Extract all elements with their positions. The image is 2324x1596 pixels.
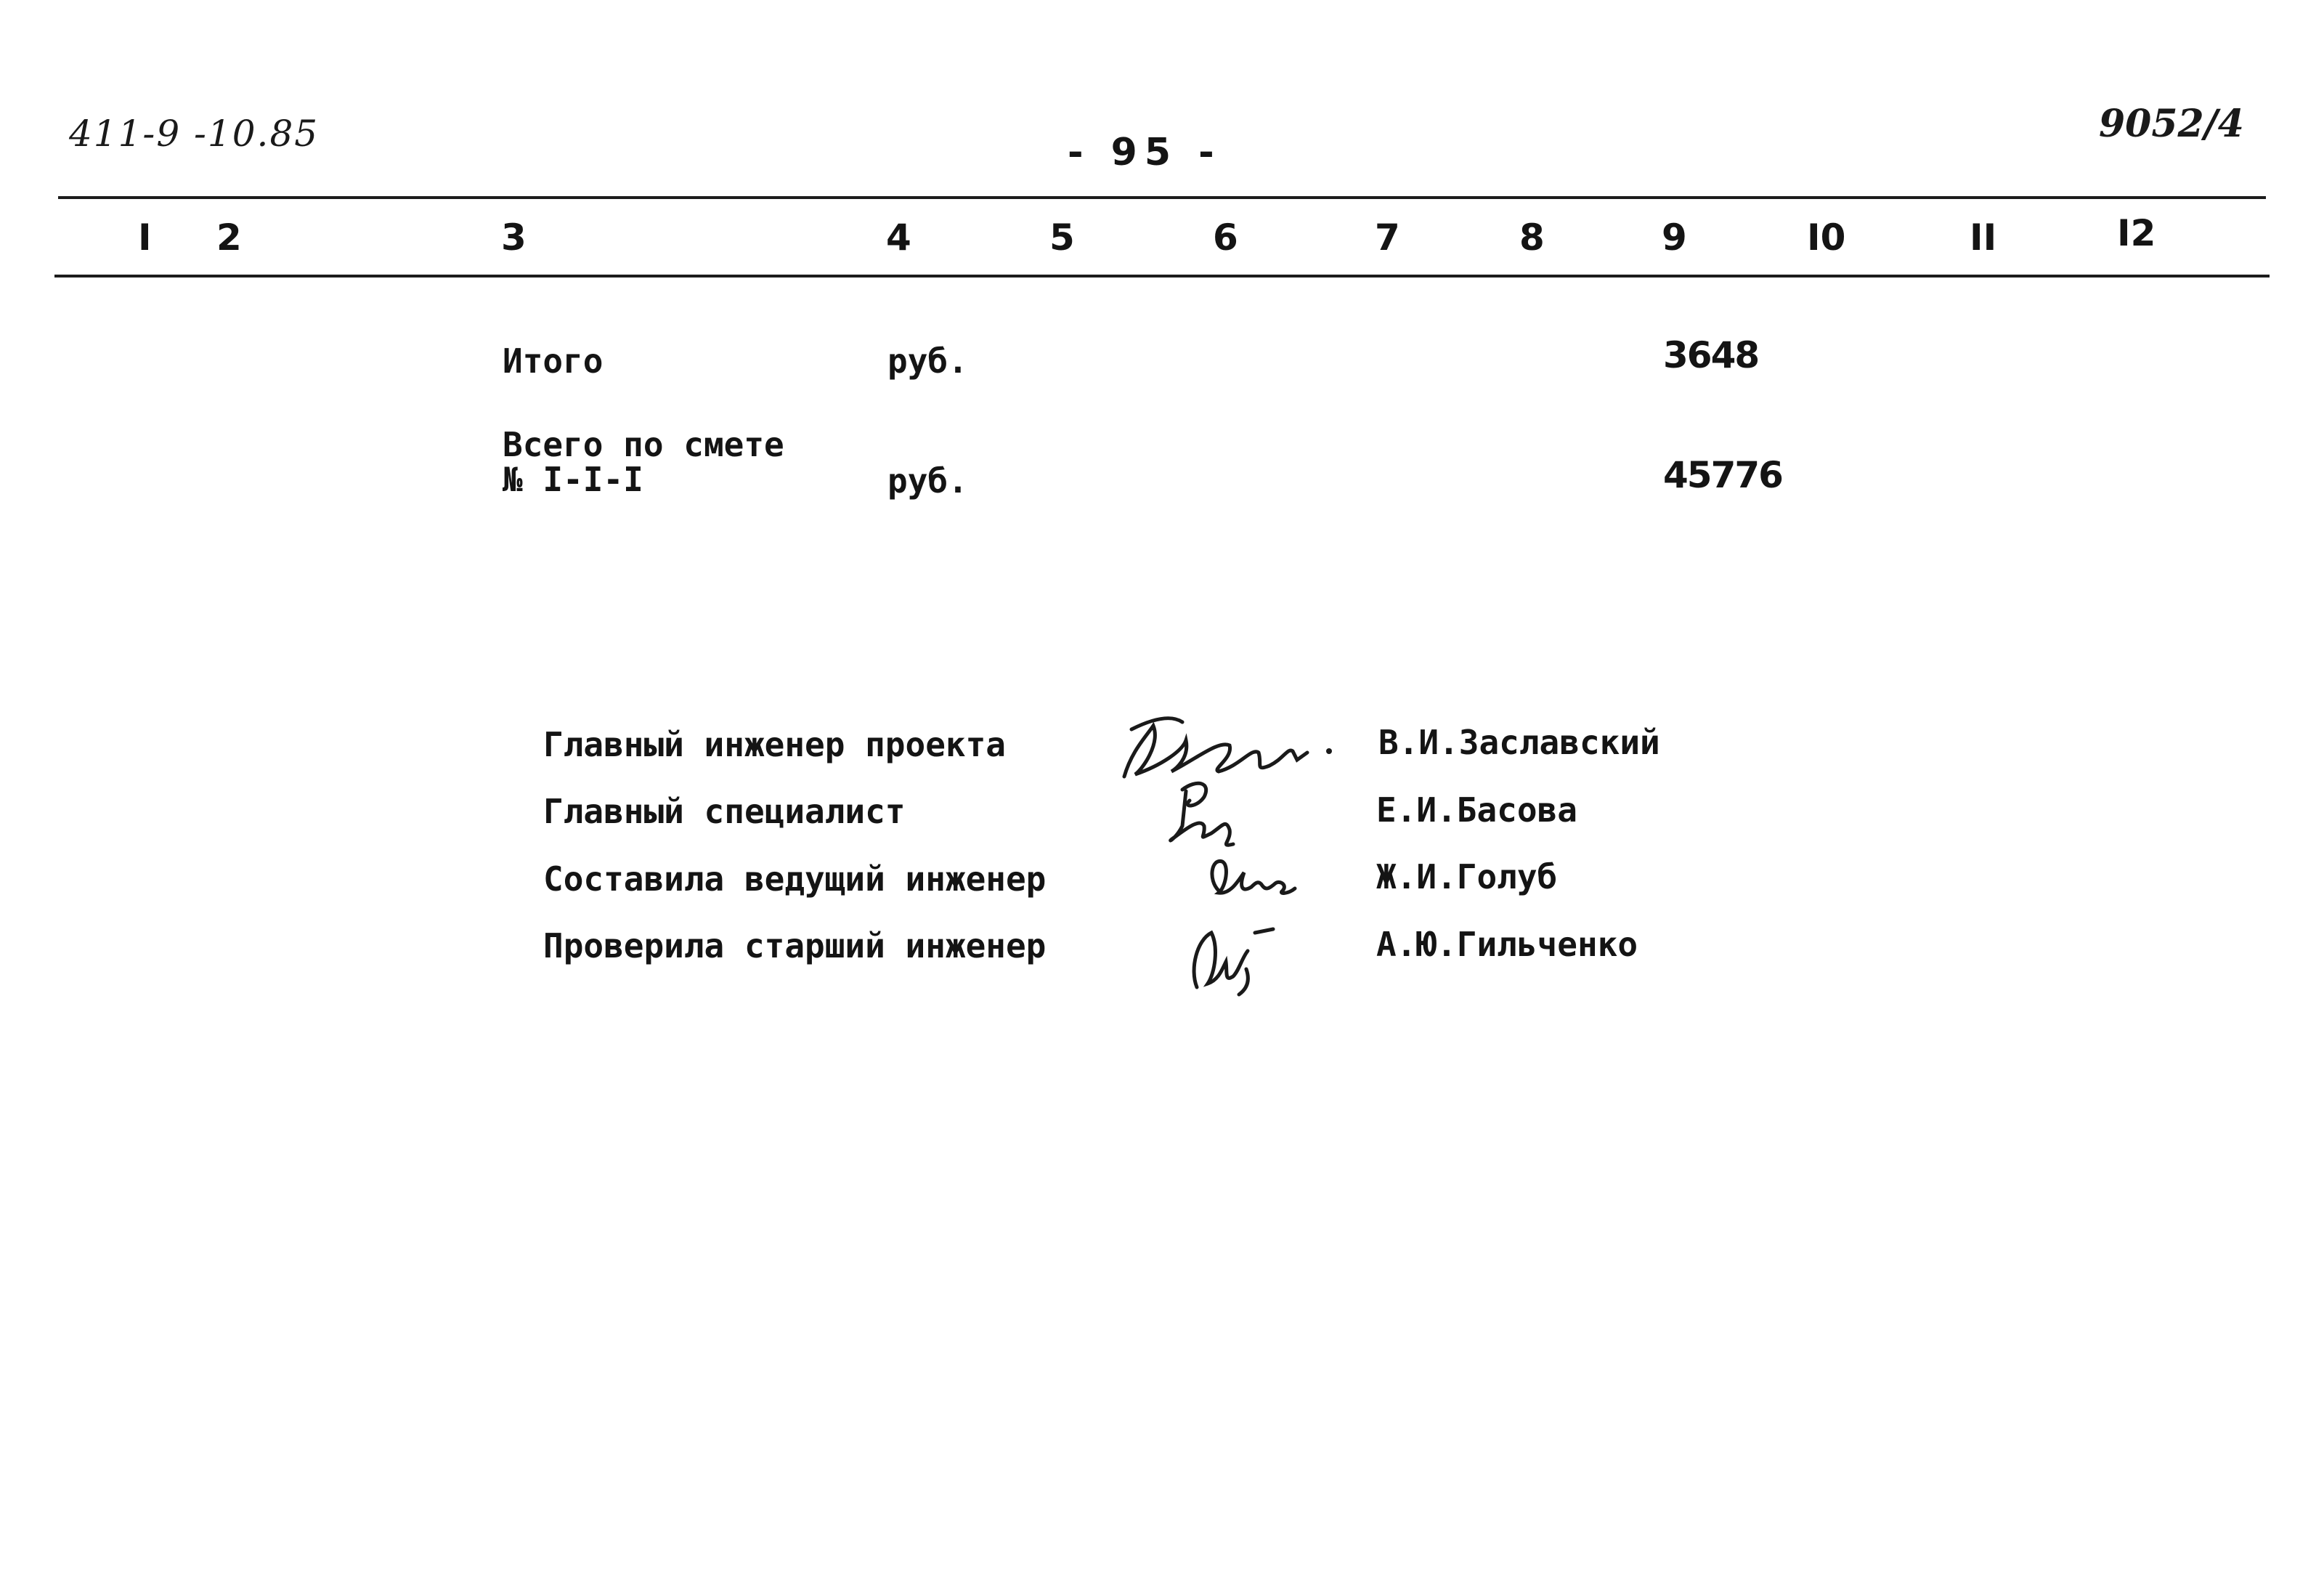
column-number: 3 bbox=[501, 216, 527, 259]
table-top-rule bbox=[58, 196, 2266, 199]
column-number: 2 bbox=[216, 216, 242, 259]
signatory-name: Ж.И.Голуб bbox=[1376, 857, 1558, 896]
page-number: - 95 - bbox=[1068, 131, 1222, 174]
table-header-bottom-rule bbox=[54, 275, 2270, 278]
column-number: 5 bbox=[1049, 216, 1075, 259]
column-number: 8 bbox=[1519, 216, 1545, 259]
signatory-name: Е.И.Басова bbox=[1376, 790, 1577, 830]
row-label: Всего по смете bbox=[503, 425, 784, 464]
column-number: II bbox=[1970, 216, 1997, 259]
document-code: 411-9 -10.85 bbox=[69, 113, 320, 155]
signature-role: Составила ведущий инженер bbox=[543, 859, 1047, 899]
row-unit: руб. bbox=[887, 461, 968, 501]
row-label: Итого bbox=[503, 341, 604, 381]
signature-role: Главный специалист bbox=[543, 792, 906, 831]
row-value: 3648 bbox=[1663, 334, 1759, 376]
signatory-name: В.И.Заславский bbox=[1378, 723, 1660, 762]
row-label-line2: № I-I-I bbox=[503, 460, 643, 499]
handwritten-signature bbox=[1118, 761, 1220, 841]
signature-role: Проверила старший инженер bbox=[543, 926, 1047, 965]
column-number: I bbox=[138, 216, 152, 259]
sheet-reference: 9052/4 bbox=[2099, 102, 2244, 146]
column-number: 7 bbox=[1375, 216, 1400, 259]
column-number: I2 bbox=[2117, 212, 2156, 254]
row-value: 45776 bbox=[1663, 454, 1782, 496]
signature-role: Главный инженер проекта bbox=[543, 725, 1006, 764]
column-number: I0 bbox=[1807, 216, 1846, 259]
handwritten-signature bbox=[1140, 904, 1249, 984]
signatory-name: А.Ю.Гильченко bbox=[1376, 925, 1638, 964]
handwritten-signature bbox=[1155, 837, 1264, 895]
column-number: 4 bbox=[886, 216, 911, 259]
column-number: 6 bbox=[1213, 216, 1238, 259]
column-number: 9 bbox=[1662, 216, 1687, 259]
row-unit: руб. bbox=[887, 341, 968, 381]
